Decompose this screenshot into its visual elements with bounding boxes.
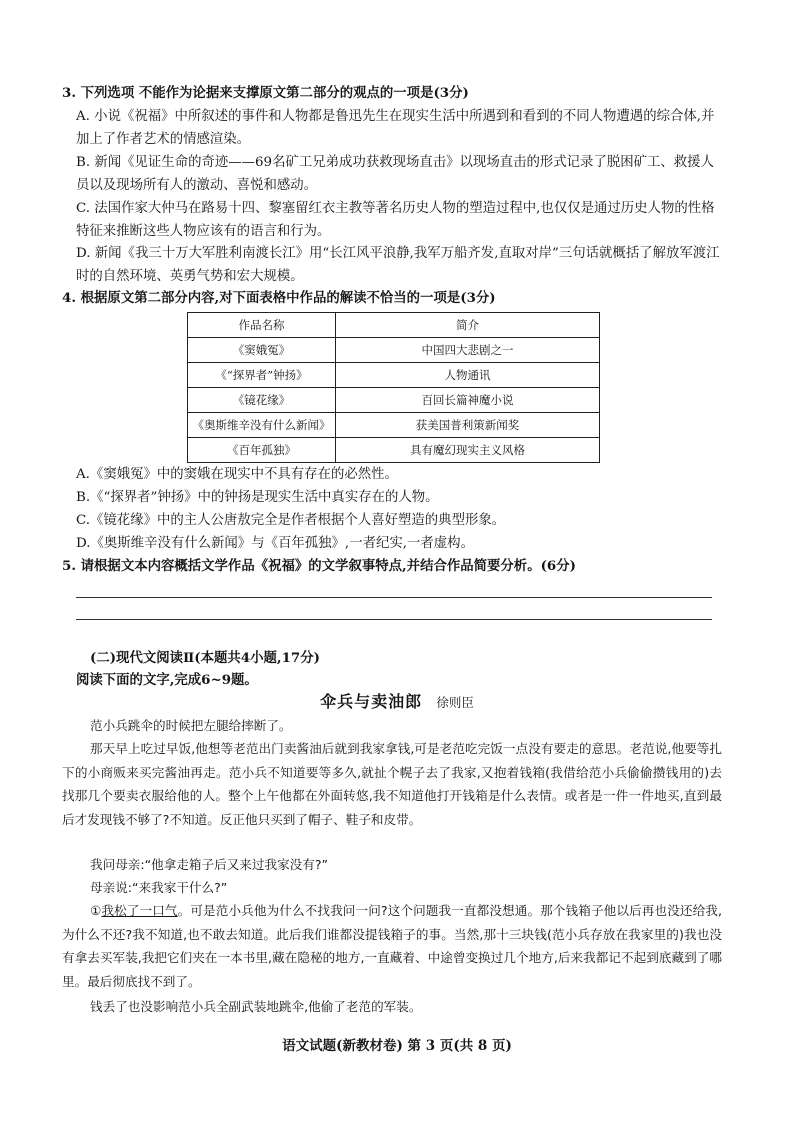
work-intro: 人物通讯 xyxy=(336,363,600,388)
answer-line[interactable] xyxy=(76,597,712,598)
work-intro: 具有魔幻现实主义风格 xyxy=(336,438,600,463)
q3-option-b-text: B. 新闻《见证生命的奇迹——69名矿工兄弟成功获救现场直击》以现场直击的形式记录了脱困矿工、救援人员以及现场所有人的激动、喜悦和感动。 xyxy=(76,155,714,193)
q5-stem: 5. 请根据文本内容概括文学作品《祝福》的文学叙事特点,并结合作品简要分析。(6分) xyxy=(62,558,576,574)
work-intro: 获美国普利策新闻奖 xyxy=(336,413,600,438)
story-paragraph: 范小兵跳伞的时候把左腿给摔断了。 xyxy=(90,718,292,733)
q3-option-c xyxy=(76,197,726,243)
story-author: 徐则臣 xyxy=(436,695,474,710)
page-footer: 语文试题(新教材卷) 第 3 页(共 8 页) xyxy=(282,1038,512,1054)
table-row xyxy=(188,338,600,363)
work-name: 《“探界者”钟扬》 xyxy=(188,363,336,388)
work-name: 《镜花缘》 xyxy=(188,388,336,413)
story-title: 伞兵与卖油郎 xyxy=(320,692,423,711)
works-table-header-name: 作品名称 xyxy=(188,313,336,338)
section-heading: (二)现代文阅读Ⅱ(本题共4小题,17分) xyxy=(90,650,320,666)
work-intro: 百回长篇神魔小说 xyxy=(336,388,600,413)
story-paragraph-5 xyxy=(62,899,722,993)
story-paragraph: 我问母亲:“他拿走箱子后又来过我家没有?” xyxy=(90,857,329,872)
story-title-line xyxy=(0,690,794,715)
work-name: 《奥斯维辛没有什么新闻》 xyxy=(188,413,336,438)
table-row xyxy=(188,388,600,413)
works-table-header-intro: 简介 xyxy=(336,313,600,338)
q4-option-a: A.《窦娥冤》中的窦娥在现实中不具有存在的必然性。 xyxy=(76,467,398,482)
q3-option-a-text: A. 小说《祝福》中所叙述的事件和人物都是鲁迅先生在现实生活中所遇到和看到的不同人物遭遇的综合体,并加上了作者艺术的情感渲染。 xyxy=(76,109,715,147)
works-table xyxy=(187,312,600,463)
answer-line[interactable] xyxy=(76,619,712,620)
story-paragraph: 钱丢了也没影响范小兵全副武装地跳伞,他偷了老范的军装。 xyxy=(90,999,422,1014)
underlined-sentence: 我松了一口气 xyxy=(101,903,178,918)
table-row xyxy=(188,438,600,463)
q4-option-c: C.《镜花缘》中的主人公唐敖完全是作者根据个人喜好塑造的典型形象。 xyxy=(76,513,506,528)
q4-stem: 4. 根据原文第二部分内容,对下面表格中作品的解读不恰当的一项是(3分) xyxy=(62,290,496,306)
q3-option-d xyxy=(76,242,726,288)
q3-stem: 3. 下列选项 不能作为论据来支撑原文第二部分的观点的一项是(3分) xyxy=(62,85,469,101)
work-name: 《百年孤独》 xyxy=(188,438,336,463)
q4-option-d: D.《奥斯维辛没有什么新闻》与《百年孤独》,一者纪实,一者虚构。 xyxy=(76,536,474,551)
q3-option-a xyxy=(76,105,726,151)
story-paragraph: 那天早上吃过早饭,他想等老范出门卖酱油后就到我家拿钱,可是老范吃完饭一点没有要走的意思。老范说,他要等扎下的小商贩来买完酱油再走。范小兵不知道要等多久,就扯个幌子去了我家,又抱着钱箱(我借给范小兵偷偷攒钱用的)去找那几个要卖衣服给他的人。整个上午他都在外面转悠,我不知道他打开钱箱是什么表情。或者是一件一件地买,直到最后才发现钱不够了?不知道。反正他只买到了帽子、鞋子和皮带。 xyxy=(62,741,722,827)
table-row xyxy=(188,413,600,438)
works-table-header xyxy=(188,313,600,338)
q3-option-c-text: C. 法国作家大仲马在路易十四、黎塞留红衣主教等著名历史人物的塑造过程中,也仅仅是通过历史人物的性格特征来推断这些人物应该有的语言和行为。 xyxy=(76,201,715,239)
work-intro: 中国四大悲剧之一 xyxy=(336,338,600,363)
table-row xyxy=(188,363,600,388)
section-instruction: 阅读下面的文字,完成6~9题。 xyxy=(76,672,258,688)
work-name: 《窦娥冤》 xyxy=(188,338,336,363)
q3-option-d-text: D. 新闻《我三十万大军胜利南渡长江》用“长江风平浪静,我军万船齐发,直取对岸”三句话就概括了解放军渡江时的自然环境、英勇气势和宏大规模。 xyxy=(76,246,720,284)
q4-option-b: B.《“探界者”钟扬》中的钟扬是现实生活中真实存在的人物。 xyxy=(76,490,439,505)
paragraph-text: 。可是范小兵他为什么不找我问一问?这个问题我一直都没想通。那个钱箱子他以后再也没还给我,为什么不还?我不知道,也不敢去知道。此后我们谁都没提钱箱子的事。当然,那十三块钱(范小兵存放在我家里的)我也没有拿去买军装,我把它们夹在一本书里,藏在隐秘的地方,一直藏着、中途曾变换过几个地方,后来我都记不起到底藏到了哪里。最后彻底找不到了。 xyxy=(62,903,723,989)
paragraph-marker: ① xyxy=(90,903,102,918)
q3-option-b xyxy=(76,151,726,197)
story-paragraph: 母亲说:“来我家干什么?” xyxy=(90,880,228,895)
